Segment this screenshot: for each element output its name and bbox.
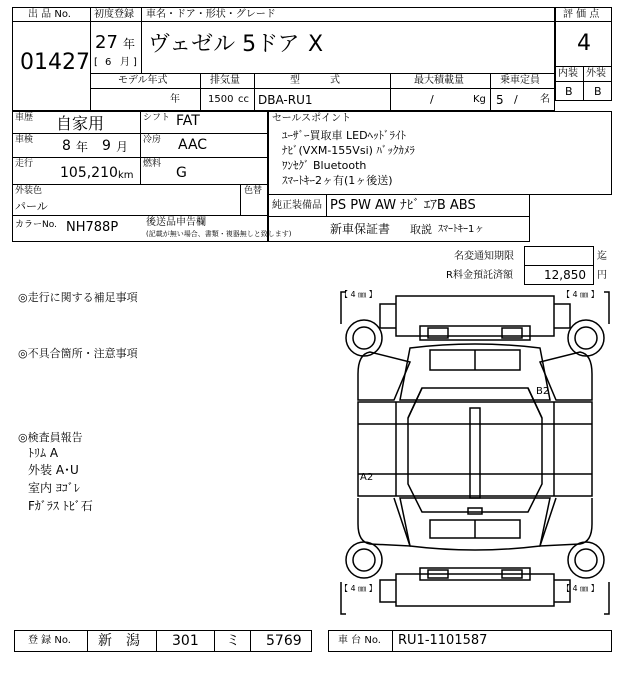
recycle-label: R料金預託済額 (446, 270, 513, 281)
capacity-sep: / (514, 93, 518, 106)
chassis-label: 車 台 No. (338, 635, 381, 646)
color-no-value: NH788P (66, 220, 119, 235)
defects-label: ◎不具合箇所・注意事項 (18, 347, 138, 360)
recycle-unit: 円 (597, 270, 607, 281)
capacity-unit: 名 (540, 94, 550, 105)
exterior-color-value: パール (15, 200, 48, 213)
usage-label: 車歴 (15, 113, 34, 123)
interior-grade: B (565, 85, 573, 98)
chassis-value: RU1-1101587 (398, 633, 488, 648)
exterior-label: 外装 (586, 68, 606, 79)
capacity-label: 乗車定員 (500, 75, 540, 86)
sales-points-label: セールスポイント (272, 113, 352, 124)
doc-label: 後送品申告欄 (146, 217, 206, 228)
mileage-value: 105,210 (60, 165, 118, 181)
sales-point-line: ﾜﾝｾｸﾞ Bluetooth (282, 159, 367, 172)
shift-label: シフト (143, 113, 171, 123)
fuel-label: 燃料 (143, 159, 162, 169)
inspection-month: 9 (102, 138, 111, 154)
max-load-sep: / (430, 93, 434, 106)
ac-label: 冷房 (143, 135, 162, 145)
lot-number-label: 出 品 No. (28, 9, 71, 20)
shift-value: FAT (176, 113, 200, 129)
first-reg-year-unit: 年 (123, 37, 136, 51)
exterior-color-label: 外装色 (15, 186, 43, 196)
interior-label: 内装 (558, 68, 578, 79)
running-notes-label: ◎走行に関する補足事項 (18, 291, 138, 304)
inspector-label: ◎検査員報告 (18, 431, 83, 444)
max-load-unit: Kg (473, 94, 486, 105)
car-name-label: 車名・ドア・形状・グレード (146, 9, 276, 20)
reg-number: 5769 (266, 633, 302, 649)
exterior-grade: B (594, 85, 602, 98)
first-reg-month: 6 (105, 57, 112, 68)
grade: X (308, 32, 324, 57)
tire-label: 【 4 ㎜ 】 (562, 584, 599, 593)
name-change-unit: 迄 (597, 251, 607, 262)
color-change-label: 色替 (244, 186, 263, 196)
reg-label: 登 録 No. (28, 635, 71, 646)
inspector-line: ﾄﾘﾑ A (28, 446, 59, 460)
recycle-value: 12,850 (544, 268, 586, 282)
tire-label: 【 4 ㎜ 】 (340, 290, 377, 299)
lot-number: 01427 (20, 50, 90, 75)
car-name: ヴェゼル 5ドア (148, 32, 300, 57)
displacement-label: 排気量 (210, 75, 240, 86)
first-reg-year: 27 (95, 32, 118, 53)
score: 4 (577, 31, 591, 56)
manual-label: 取説 (410, 223, 432, 236)
score-label: 評 価 点 (563, 9, 600, 20)
inspection-year: 8 (62, 138, 71, 154)
tire-label: 【 4 ㎜ 】 (562, 290, 599, 299)
warranty-label: 新車保証書 (330, 222, 391, 236)
damage-mark: B2 (536, 386, 550, 397)
equipment-label: 純正装備品 (272, 200, 322, 211)
mileage-label: 走行 (15, 159, 34, 169)
model-year-label: モデル年式 (118, 75, 168, 86)
displacement-value: 1500 (208, 94, 234, 105)
type-label: 型 式 (290, 75, 340, 86)
inspection-year-unit: 年 (76, 140, 89, 154)
fuel-value: G (176, 165, 187, 181)
reg-kana: ミ (226, 633, 240, 649)
name-change-field (524, 246, 594, 266)
car-diagram (336, 284, 614, 618)
name-change-label: 名変通知期限 (454, 251, 514, 262)
first-reg-label: 初度登録 (94, 9, 134, 20)
type-value: DBA-RU1 (258, 93, 313, 107)
first-reg-month-unit: 月 (120, 57, 130, 68)
mileage-unit: km (118, 170, 134, 181)
sales-point-line: ﾅﾋﾞ(VXM-155Vsi) ﾊﾞｯｸｶﾒﾗ (282, 144, 415, 157)
displacement-unit: cc (238, 94, 249, 105)
inspection-label: 車検 (15, 135, 34, 145)
tire-label: 【 4 ㎜ 】 (340, 584, 377, 593)
smart-key-note: ｽﾏｰﾄｷｰ1ヶ (438, 224, 485, 235)
capacity-value: 5 (496, 93, 504, 107)
ac-value: AAC (178, 137, 208, 153)
sales-point-line: ｽﾏｰﾄｷｰ2ヶ有(1ヶ後送) (282, 174, 393, 187)
equipment-value: PS PW AW ﾅﾋﾞ ｴｱB ABS (330, 198, 476, 213)
inspector-line: Fｶﾞﾗｽ ﾄﾋﾞ石 (28, 499, 93, 513)
damage-mark: A2 (360, 472, 374, 483)
doc-note: (記載が無い場合、書類・複器無しと致します) (146, 230, 292, 238)
inspection-month-unit: 月 (116, 140, 129, 154)
reg-class: 301 (172, 633, 199, 649)
sales-point-line: ﾕｰｻﾞｰ買取車 LEDﾍｯﾄﾞﾗｲﾄ (282, 129, 407, 142)
usage-value: 自家用 (56, 114, 105, 133)
inspector-line: 室内 ﾖｺﾞﾚ (28, 481, 80, 495)
inspector-line: 外装 A･U (28, 463, 79, 477)
model-year-unit: 年 (170, 94, 180, 105)
max-load-label: 最大積載量 (414, 75, 464, 86)
reg-area: 新 潟 (98, 633, 140, 649)
color-no-label: カラーNo. (15, 220, 57, 230)
